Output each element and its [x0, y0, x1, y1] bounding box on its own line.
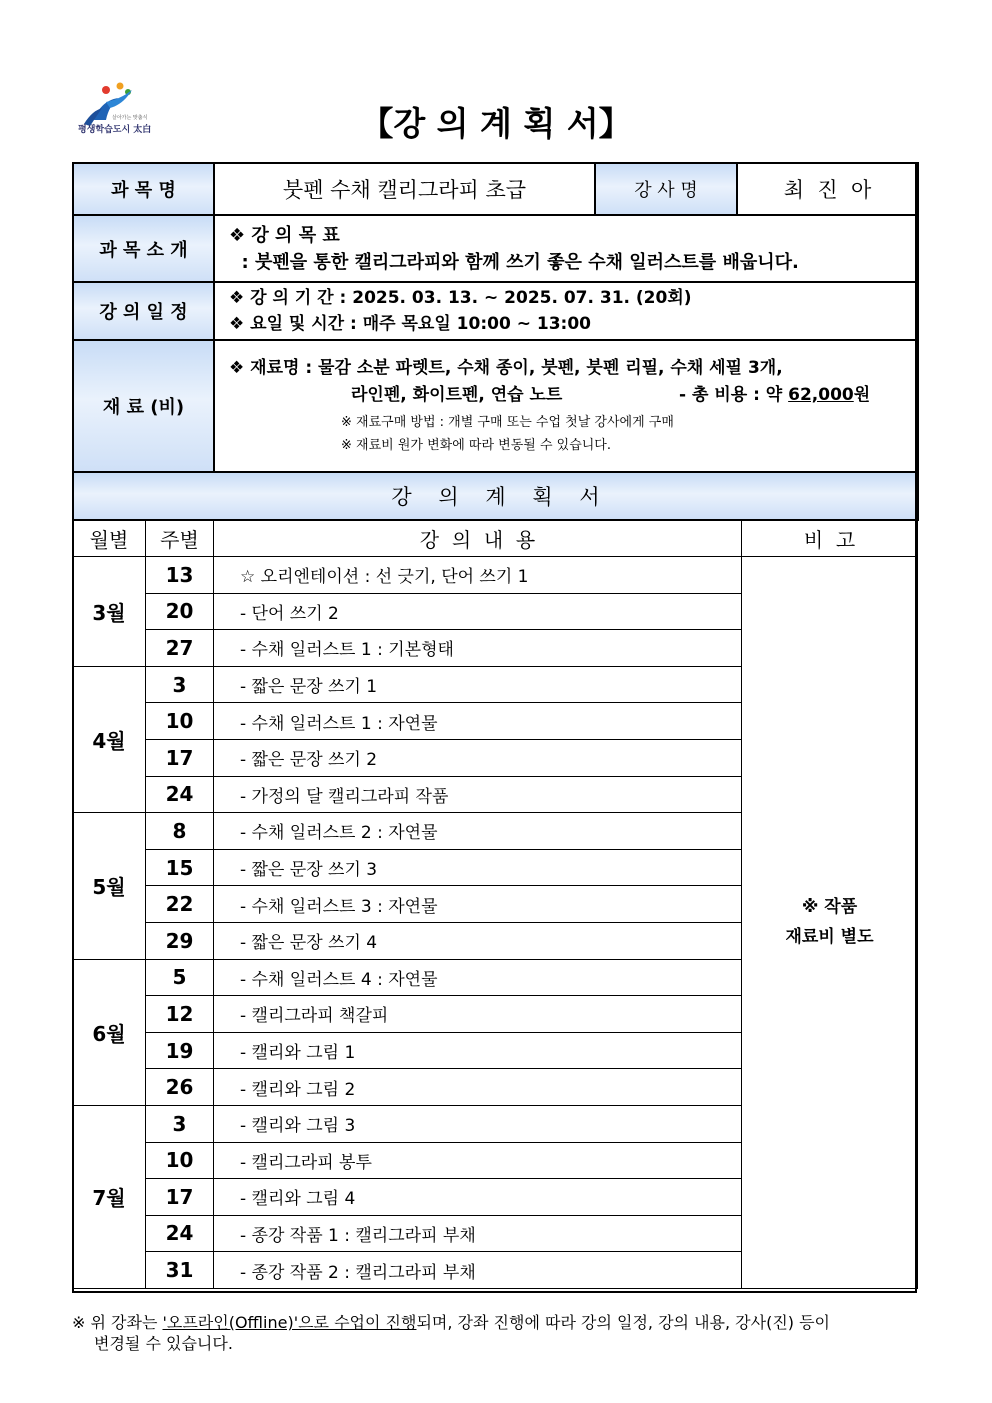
plan-row	[73, 557, 918, 594]
content-cell: - 수채 일러스트 4 : 자연물	[214, 959, 742, 996]
content-cell: - 수채 일러스트 1 : 자연물	[214, 703, 742, 740]
week-cell: 17	[146, 1179, 214, 1216]
footer-suffix: 되며, 강좌 진행에 따라 강의 일정, 강의 내용, 강사(진) 등이	[416, 1313, 831, 1332]
footer-prefix: ※ 위 강좌는	[72, 1313, 163, 1332]
content-cell: ☆ 오리엔테이션 : 선 긋기, 단어 쓰기 1	[214, 557, 742, 594]
content-cell: - 캘리와 그림 3	[214, 1105, 742, 1142]
note-line1: ※ 작품	[801, 897, 858, 918]
month-cell: 4월	[73, 666, 146, 812]
content-cell: - 캘리그라피 책갈피	[214, 996, 742, 1033]
content-cell: - 캘리와 그림 2	[214, 1069, 742, 1106]
week-cell: 3	[146, 1105, 214, 1142]
week-cell: 12	[146, 996, 214, 1033]
week-cell: 15	[146, 849, 214, 886]
materials-cell	[214, 340, 918, 472]
month-cell: 5월	[73, 813, 146, 959]
intro-heading: ❖ 강 의 목 표	[229, 224, 340, 246]
materials-note1: ※ 재료구매 방법 : 개별 구매 또는 수업 첫날 강사에게 구매	[341, 415, 674, 430]
week-cell: 27	[146, 630, 214, 667]
materials-cost-suffix: 원	[853, 385, 871, 405]
schedule-period: ❖ 강 의 기 간 : 2025. 03. 13. ~ 2025. 07. 31. (20회)	[229, 288, 692, 308]
subject-value: 붓펜 수채 캘리그라피 초급	[214, 163, 595, 215]
col-week-header: 주별	[146, 520, 214, 557]
materials-cost: 62,000	[788, 385, 854, 405]
content-cell: - 가정의 달 캘리그라피 작품	[214, 776, 742, 813]
week-cell: 29	[146, 922, 214, 959]
col-content-header: 강 의 내 용	[214, 520, 742, 557]
content-cell: - 짧은 문장 쓰기 4	[214, 922, 742, 959]
content-cell: - 수채 일러스트 2 : 자연물	[214, 813, 742, 850]
month-cell: 6월	[73, 959, 146, 1105]
week-cell: 22	[146, 886, 214, 923]
week-cell: 24	[146, 1215, 214, 1252]
week-cell: 10	[146, 1142, 214, 1179]
week-cell: 3	[146, 666, 214, 703]
intro-label: 과 목 소 개	[73, 215, 214, 282]
logo-tagline: 살아가는 맞춤식	[112, 115, 148, 121]
footer-line2: 변경될 수 있습니다.	[94, 1334, 233, 1353]
content-cell: - 캘리와 그림 1	[214, 1032, 742, 1069]
content-cell: - 종강 작품 1 : 캘리그라피 부채	[214, 1215, 742, 1252]
week-cell: 19	[146, 1032, 214, 1069]
week-cell: 13	[146, 557, 214, 594]
intro-text: : 붓펜을 통한 캘리그라피와 함께 쓰기 좋은 수채 일러스트를 배웁니다.	[229, 251, 799, 273]
month-cell: 3월	[73, 557, 146, 667]
materials-cost-prefix: - 총 비용 : 약	[679, 385, 789, 405]
plan-section-title: 강 의 계 획 서	[73, 472, 918, 520]
content-cell: - 수채 일러스트 3 : 자연물	[214, 886, 742, 923]
note-line2: 재료비 별도	[785, 927, 874, 948]
subject-label: 과 목 명	[73, 163, 214, 215]
note-cell	[742, 557, 918, 1289]
schedule-cell	[214, 282, 918, 340]
content-cell: - 수채 일러스트 1 : 기본형태	[214, 630, 742, 667]
content-cell: - 캘리그라피 봉투	[214, 1142, 742, 1179]
materials-line2-row	[229, 382, 917, 409]
content-cell: - 단어 쓰기 2	[214, 593, 742, 630]
content-cell: - 짧은 문장 쓰기 2	[214, 739, 742, 776]
footer-note	[72, 1312, 922, 1354]
materials-cost-row	[679, 382, 870, 409]
col-month-header: 월별	[73, 520, 146, 557]
schedule-label: 강 의 일 정	[73, 282, 214, 340]
materials-note2: ※ 재료비 원가 변화에 따라 변동될 수 있습니다.	[341, 438, 611, 453]
month-cell: 7월	[73, 1105, 146, 1288]
week-cell: 10	[146, 703, 214, 740]
intro-cell	[214, 215, 918, 282]
logo-name: 평생학습도시 太白	[78, 125, 152, 135]
week-cell: 17	[146, 739, 214, 776]
content-cell: - 짧은 문장 쓰기 3	[214, 849, 742, 886]
week-cell: 5	[146, 959, 214, 996]
instructor-value: 최 진 아	[737, 163, 918, 215]
week-cell: 26	[146, 1069, 214, 1106]
week-cell: 20	[146, 593, 214, 630]
content-cell: - 종강 작품 2 : 캘리그라피 부채	[214, 1252, 742, 1289]
instructor-label: 강 사 명	[595, 163, 737, 215]
materials-line1: ❖ 재료명 : 물감 소분 파렛트, 수채 종이, 붓펜, 붓펜 리필, 수채 세필 3개,	[229, 358, 783, 378]
col-note-header: 비 고	[742, 520, 918, 557]
content-cell: - 짧은 문장 쓰기 1	[214, 666, 742, 703]
page-title: 【강 의 계 획 서】	[360, 104, 632, 143]
content-cell: - 캘리와 그림 4	[214, 1179, 742, 1216]
course-info-table	[72, 162, 919, 521]
week-cell: 8	[146, 813, 214, 850]
week-cell: 24	[146, 776, 214, 813]
footer-underlined: '오프라인(Offline)'으로 수업이 진행	[162, 1313, 417, 1332]
lecture-plan-table	[72, 519, 918, 1289]
materials-label: 재 료 (비)	[73, 340, 214, 472]
materials-line2: 라인펜, 화이트펜, 연습 노트	[351, 385, 563, 405]
schedule-time: ❖ 요일 및 시간 : 매주 목요일 10:00 ~ 13:00	[229, 314, 591, 334]
week-cell: 31	[146, 1252, 214, 1289]
